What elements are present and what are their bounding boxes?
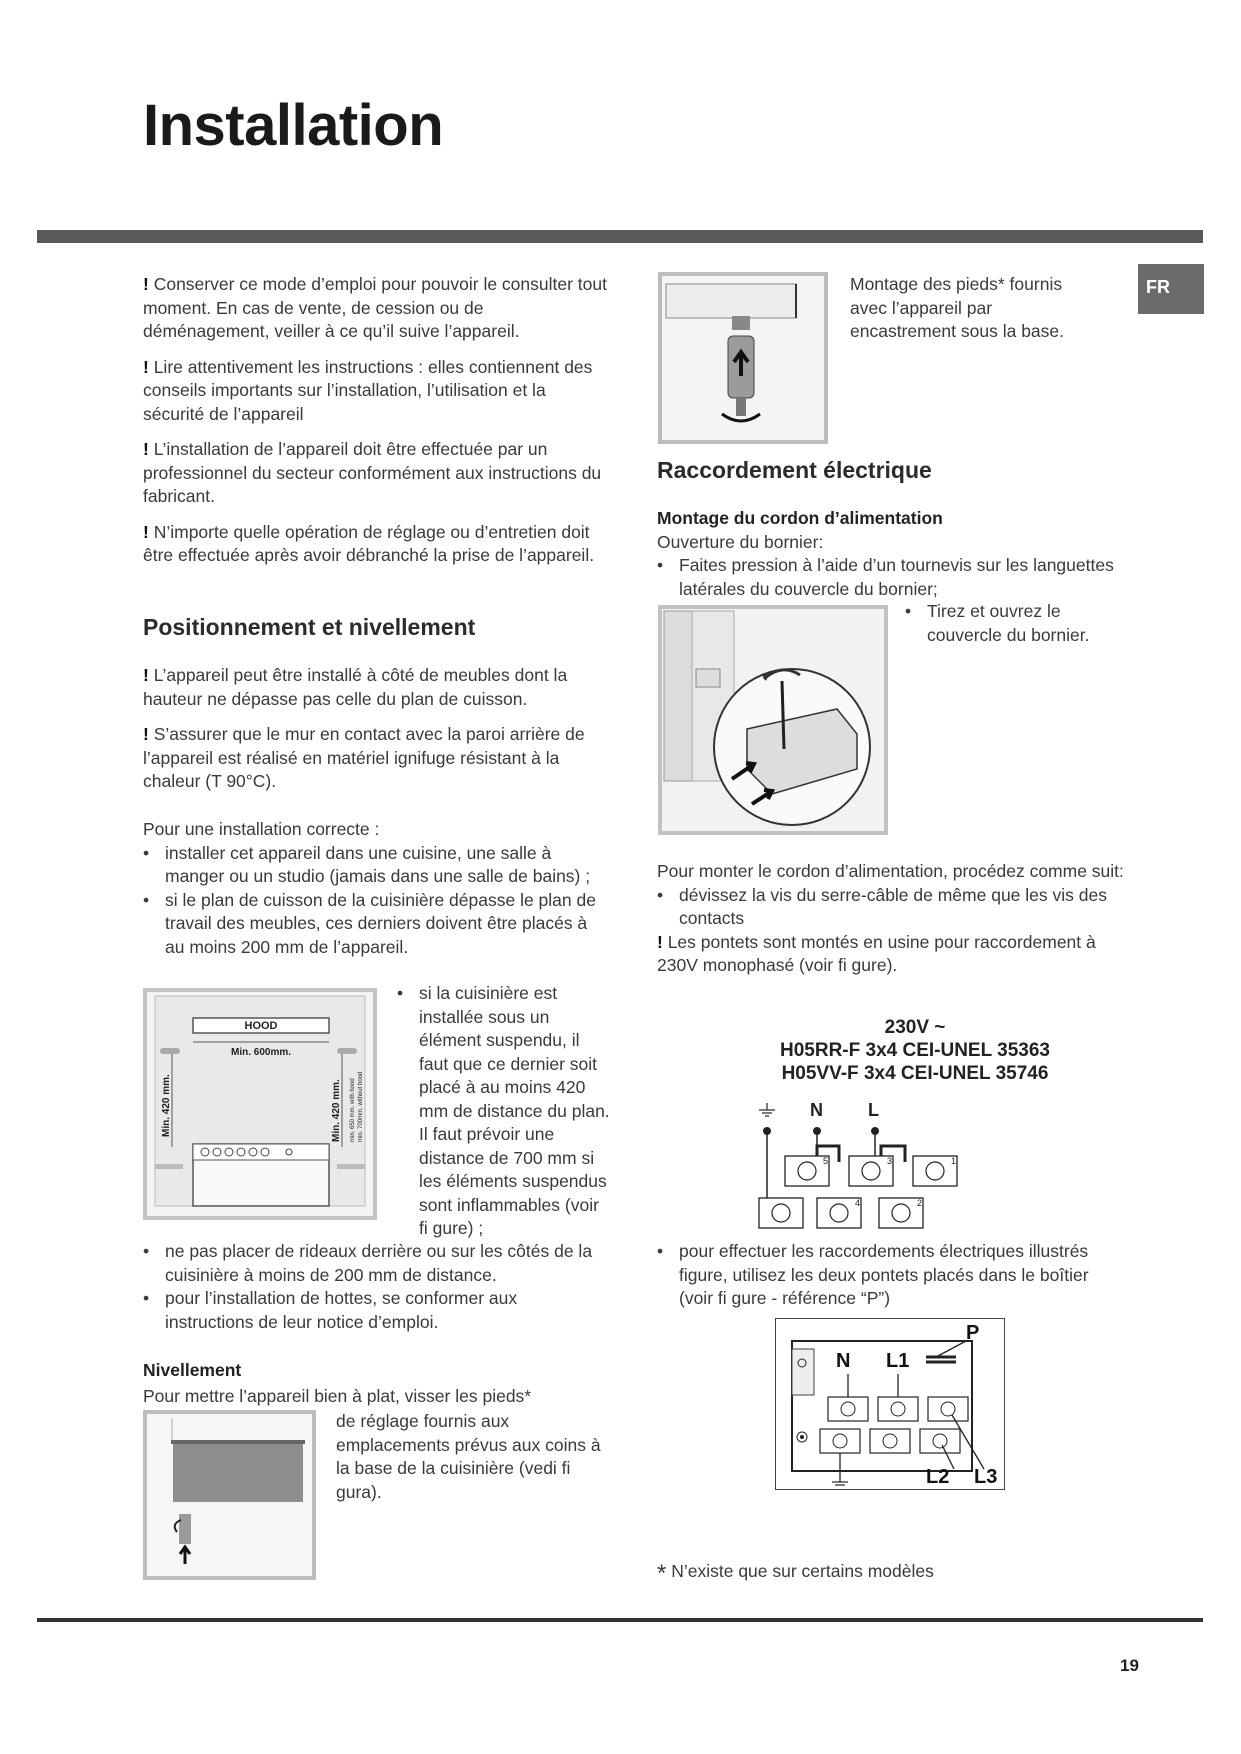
hood-figure: [143, 988, 377, 1220]
leveling-diagram: [147, 1414, 312, 1576]
language-badge: FR: [1138, 264, 1204, 314]
left-warnings: [143, 273, 608, 568]
footnote-text: N’existe que sur certains modèles: [671, 1561, 934, 1581]
hood-diagram: [147, 992, 373, 1216]
box-label-n: N: [836, 1350, 851, 1372]
terminal-bullet-1: • Faites pression à l’aide d’un tournevis sur les languettes latérales du couvercle du bornier;: [657, 554, 1127, 601]
leveling-line-1: Pour mettre l’appareil bien à plat, visser les pieds*: [143, 1386, 532, 1406]
terminal-box-diagram: [776, 1319, 1003, 1488]
hood-bullet: • si la cuisinière est installée sous un élément suspendu, il faut que ce dernier soit placé à au moins 420 mm de distance du plan. Il faut prévoir une distance de 700 mm si les éléments suspendus sont inflammables (voir ﬁ gure) ;: [397, 982, 612, 1241]
feet-text: Montage des pieds* fournis avec l’appareil par encastrement sous la base.: [850, 274, 1065, 341]
positioning-warning-2: ! S’assurer que le mur en contact avec la paroi arrière de l’appareil est réalisé en matériel ignifuge résistant à la chaleur (T 90°C).: [143, 724, 585, 791]
terminal-opening: Ouverture du bornier:: [657, 531, 824, 552]
warning-4: ! N’importe quelle opération de réglage ou d’entretien doit être effectuée après avoir débranché la prise de l’appareil.: [143, 521, 595, 565]
terminal-2: 2: [917, 1198, 923, 1208]
header-rule: [37, 230, 1203, 243]
mount-section: [657, 860, 1127, 978]
terminal-diagram: [662, 609, 884, 831]
cord-heading: Montage du cordon d’alimentation: [657, 508, 943, 528]
positioning-warnings: [143, 664, 608, 794]
box-label-p: P: [966, 1322, 980, 1344]
feet-diagram: [662, 276, 824, 440]
box-label-l2: L2: [926, 1466, 950, 1488]
install-list: [143, 818, 608, 959]
box-label-l1: L1: [886, 1350, 910, 1372]
footer-rule: [37, 1618, 1203, 1622]
positioning-warning-1: ! L’appareil peut être installé à côté de meubles dont la hauteur ne dépasse pas celle du plan de cuisson.: [143, 665, 568, 709]
wiring-diagram: [755, 1098, 975, 1236]
footnote-mark: *: [657, 1560, 667, 1587]
leveling-heading: Nivellement: [143, 1360, 242, 1380]
install-bullet-1: • installer cet appareil dans une cuisine, une salle à manger ou un studio (jamais dans une salle de bains) ;: [143, 842, 608, 889]
spec-cable-1: H05RR-F 3x4 CEI-UNEL 35363: [780, 1040, 1050, 1061]
hood-bullet-block: [397, 982, 612, 1241]
spec-voltage: 230V ~: [884, 1017, 946, 1038]
min-width-label: Min. 600mm.: [230, 1047, 292, 1058]
terminal-bullet-2-block: [905, 600, 1115, 647]
install-intro: Pour une installation correcte :: [143, 819, 380, 839]
page-number: 19: [1120, 1656, 1139, 1675]
cord-section: [657, 507, 1127, 601]
ground-icon: [759, 1103, 775, 1116]
electrical-heading: Raccordement électrique: [657, 457, 932, 483]
footnote: [657, 1560, 1127, 1586]
mount-intro: Pour monter le cordon d’alimentation, procédez comme suit:: [657, 861, 1124, 881]
install-list-2: [143, 1240, 608, 1334]
min-right-label: Min. 420 mm.: [331, 1079, 342, 1142]
terminal-4: 4: [855, 1198, 861, 1208]
box-label-l3: L3: [974, 1466, 998, 1488]
spec-cable-2: H05VV-F 3x4 CEI-UNEL 35746: [781, 1063, 1049, 1084]
feet-figure: [658, 272, 828, 444]
warning-3: ! L’installation de l’appareil doit être effectuée par un professionnel du secteur conformément aux instructions du fabricant.: [143, 439, 602, 506]
terminal-5: 5: [823, 1156, 829, 1166]
mount-bullet: • dévissez la vis du serre-câble de même que les vis des contacts: [657, 884, 1127, 931]
bridges-note: ! Les pontets sont montés en usine pour raccordement à 230V monophasé (voir ﬁ gure).: [657, 931, 1096, 975]
warning-1: ! Conserver ce mode d’emploi pour pouvoir le consulter tout moment. En cas de vente, de cession ou de déménagement, veiller à ce qu’il suive l’appareil.: [143, 274, 607, 341]
terminal-3: 3: [887, 1156, 893, 1166]
install-bullet-2: • si le plan de cuisson de la cuisinière dépasse le plan de travail des meubles, ces derniers doivent être placés à au moins 200 mm de l’appareil.: [143, 889, 608, 960]
terminal-figure: [658, 605, 888, 835]
warning-2: ! Lire attentivement les instructions : elles contiennent des conseils importants sur l’installation, l’utilisation et la sécurité de l’appareil: [143, 356, 593, 424]
min-700-label: min. 700mm. without hood: [358, 1071, 364, 1142]
wiring-spec: [740, 1016, 1090, 1085]
positioning-heading: Positionnement et nivellement: [143, 614, 476, 640]
connections-block: [657, 1240, 1127, 1311]
min-left-label: Min. 420 mm.: [161, 1074, 172, 1137]
box-ground-icon: [832, 1477, 848, 1485]
install-bullet-4: • pour l’installation de hottes, se conformer aux instructions de leur notice d’emploi.: [143, 1287, 608, 1334]
min-650-label: min. 650 mm. with hood: [350, 1078, 356, 1142]
terminal-bullet-2: • Tirez et ouvrez le couvercle du bornier.: [905, 600, 1115, 647]
wire-l-label: L: [868, 1100, 879, 1120]
terminal-box-figure: [775, 1318, 1005, 1490]
page-title: Installation: [143, 93, 444, 158]
leveling-figure: [143, 1410, 316, 1580]
leveling-rest: de réglage fournis aux emplacements prévus aux coins à la base de la cuisinière (vedi ﬁ gura).: [336, 1411, 601, 1502]
install-bullet-3: • ne pas placer de rideaux derrière ou sur les côtés de la cuisinière à moins de 200 mm de distance.: [143, 1240, 608, 1287]
terminal-1: 1: [951, 1156, 957, 1166]
connections-bullet: • pour effectuer les raccordements électriques illustrés figure, utilisez les deux pontets placés dans le boîtier (voir ﬁ gure - référence “P”): [657, 1240, 1127, 1311]
wire-n-label: N: [810, 1100, 823, 1120]
hood-label: HOOD: [244, 1020, 278, 1032]
